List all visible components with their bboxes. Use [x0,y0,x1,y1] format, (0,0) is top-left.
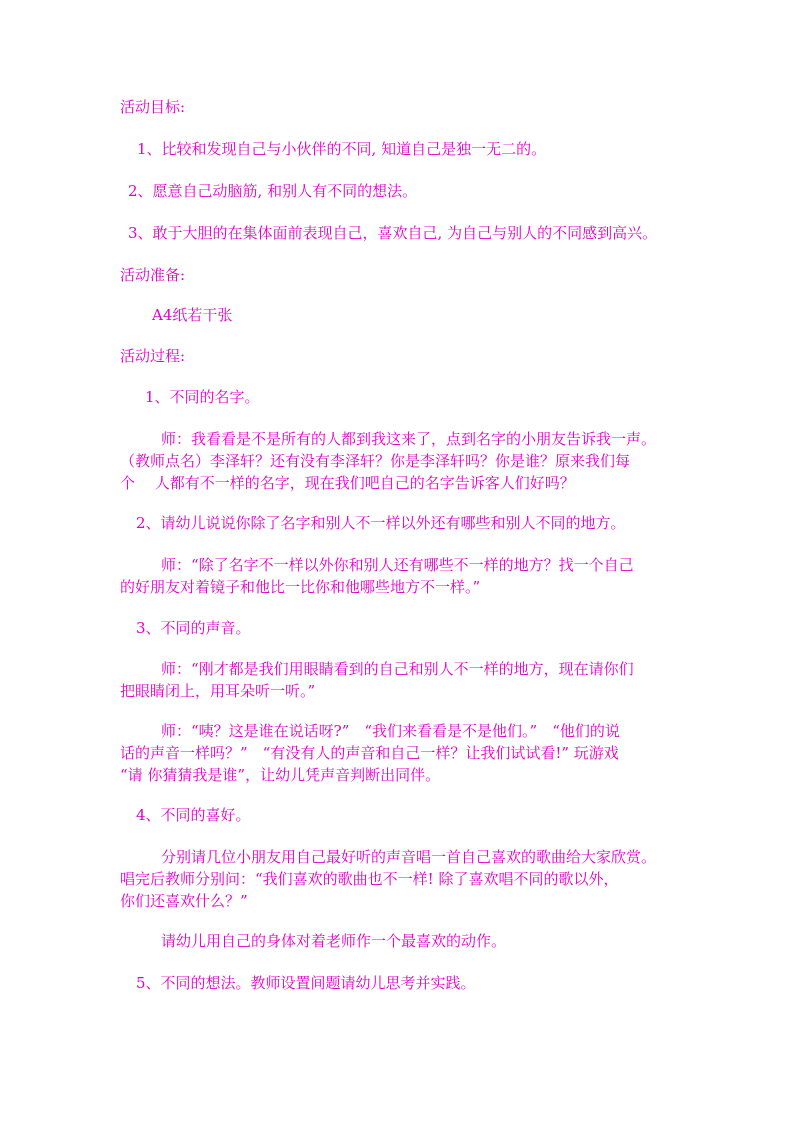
step4-title: 4、不同的喜好。 [136,806,251,824]
step3-paragraph-line-3: 师：“咦？这是谁在说话呀?” “我们来看看是不是他们。” “他们的说 [161,722,620,740]
step4-paragraph-line-1: 分别请几位小朋友用自己最好听的声音唱一首自己喜欢的歌曲给大家欣赏。 [161,848,657,866]
goal-item-3: 3、敢于大胆的在集体面前表现自己，喜欢自己, 为自己与别人的不同感到高兴。 [128,224,658,242]
step3-paragraph-line-4: 话的声音一样吗？” “有没有人的声音和自己一样？让我们试试看!” 玩游戏 [120,744,619,762]
step2-paragraph-line-2: 的好朋友对着镜子和他比一比你和他哪些地方不一样。” [120,578,481,596]
preparation-heading: 活动准备: [120,266,186,284]
step1-paragraph-line-1: 师：我看看是不是所有的人都到我这来了，点到名字的小朋友告诉我一声。 [161,430,657,448]
step1-paragraph-line-2: （教师点名）李泽轩？还有没有李泽轩？你是李泽轩吗？你是谁？原来我们每 [120,452,631,470]
preparation-item: A4纸若干张 [152,306,233,324]
step4-paragraph-line-3: 你们还喜欢什么？” [120,892,248,910]
step3-paragraph-line-1: 师：“刚才都是我们用眼睛看到的自己和别人不一样的地方，现在请你们 [161,660,634,678]
step2-paragraph-line-1: 师：“除了名字不一样以外你和别人还有哪些不一样的地方？找一个自己 [161,556,634,574]
goal-item-1: 1、比较和发现自己与小伙伴的不同, 知道自己是独一无二的。 [137,140,547,158]
step1-title: 1、不同的名字。 [145,388,260,406]
step3-paragraph-line-5: “请 你猜猜我是谁”，让幼儿凭声音判断出同伴。 [120,766,441,784]
step4-paragraph-line-4: 请幼儿用自己的身体对着老师作一个最喜欢的动作。 [161,932,507,950]
step3-paragraph-line-2: 把眼睛闭上，用耳朵听一听。” [120,682,316,700]
goal-item-2: 2、愿意自己动脑筋, 和别人有不同的想法。 [128,182,418,200]
step3-title: 3、不同的声音。 [136,619,251,637]
step4-paragraph-line-2: 唱完后教师分别问：“我们喜欢的歌曲也不一样! 除了喜欢唱不同的歌以外， [120,870,619,888]
step2-title: 2、请幼儿说说你除了名字和别人不一样以外还有哪些和别人不同的地方。 [136,514,626,532]
step1-paragraph-line-3: 个 人都有不一样的名字，现在我们吧自己的名字告诉客人们好吗？ [120,474,575,492]
goals-heading: 活动目标: [120,98,186,116]
process-heading: 活动过程: [120,347,186,365]
step5-title: 5、不同的想法。教师设置间题请幼儿思考并实践。 [136,974,476,992]
